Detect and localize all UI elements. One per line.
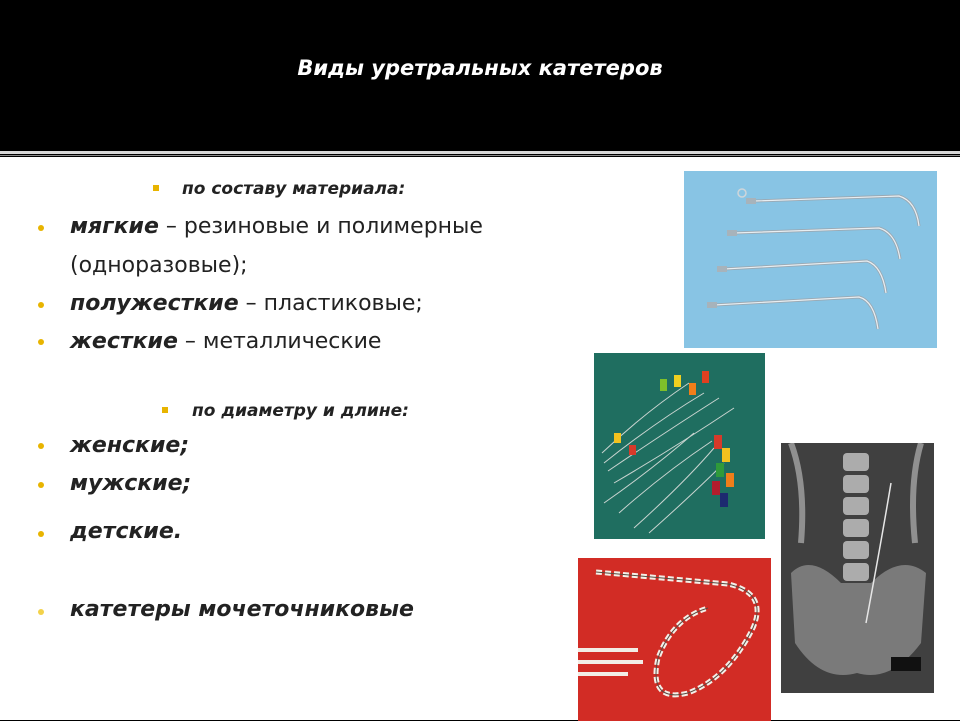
- slide-header: [0, 0, 960, 150]
- section-heading-material: по составу материала:: [182, 179, 406, 199]
- list-item-child: детские.: [70, 519, 183, 544]
- colored-catheters-illustration: [594, 353, 765, 539]
- xray-illustration: [781, 443, 934, 693]
- square-bullet-icon: [162, 407, 168, 413]
- list-item-soft: мягкие – резиновые и полимерные: [70, 214, 483, 239]
- list-item-soft-cont: (одноразовые);: [70, 253, 248, 278]
- metal-catheters-illustration: [684, 171, 937, 348]
- bullet-dot-icon: [38, 482, 44, 488]
- slide-body: [0, 157, 960, 720]
- section-heading-size: по диаметру и длине:: [192, 401, 409, 421]
- list-item-ureteral: катетеры мочеточниковые: [70, 597, 414, 622]
- bullet-dot-icon: [38, 443, 44, 449]
- bullet-dot-icon: [38, 531, 44, 537]
- list-item-semirigid: полужесткие – пластиковые;: [70, 291, 423, 316]
- list-item-rigid: жесткие – металлические: [70, 329, 382, 354]
- colored-catheters-photo: [594, 353, 765, 539]
- bullet-dot-icon: [38, 609, 44, 615]
- slide-title: Виды уретральных катетеров: [297, 56, 663, 80]
- list-item-male: мужские;: [70, 471, 192, 496]
- bullet-dot-icon: [38, 225, 44, 231]
- bullet-dot-icon: [38, 339, 44, 345]
- header-divider: [0, 151, 960, 154]
- ureteral-catheter-illustration: [578, 558, 771, 721]
- square-bullet-icon: [153, 185, 159, 191]
- ureteral-catheter-photo: [578, 558, 771, 721]
- xray-photo: [781, 443, 934, 693]
- list-item-female: женские;: [70, 433, 190, 458]
- bullet-dot-icon: [38, 302, 44, 308]
- header-divider-shadow: [0, 155, 960, 156]
- metal-catheters-photo: [684, 171, 937, 348]
